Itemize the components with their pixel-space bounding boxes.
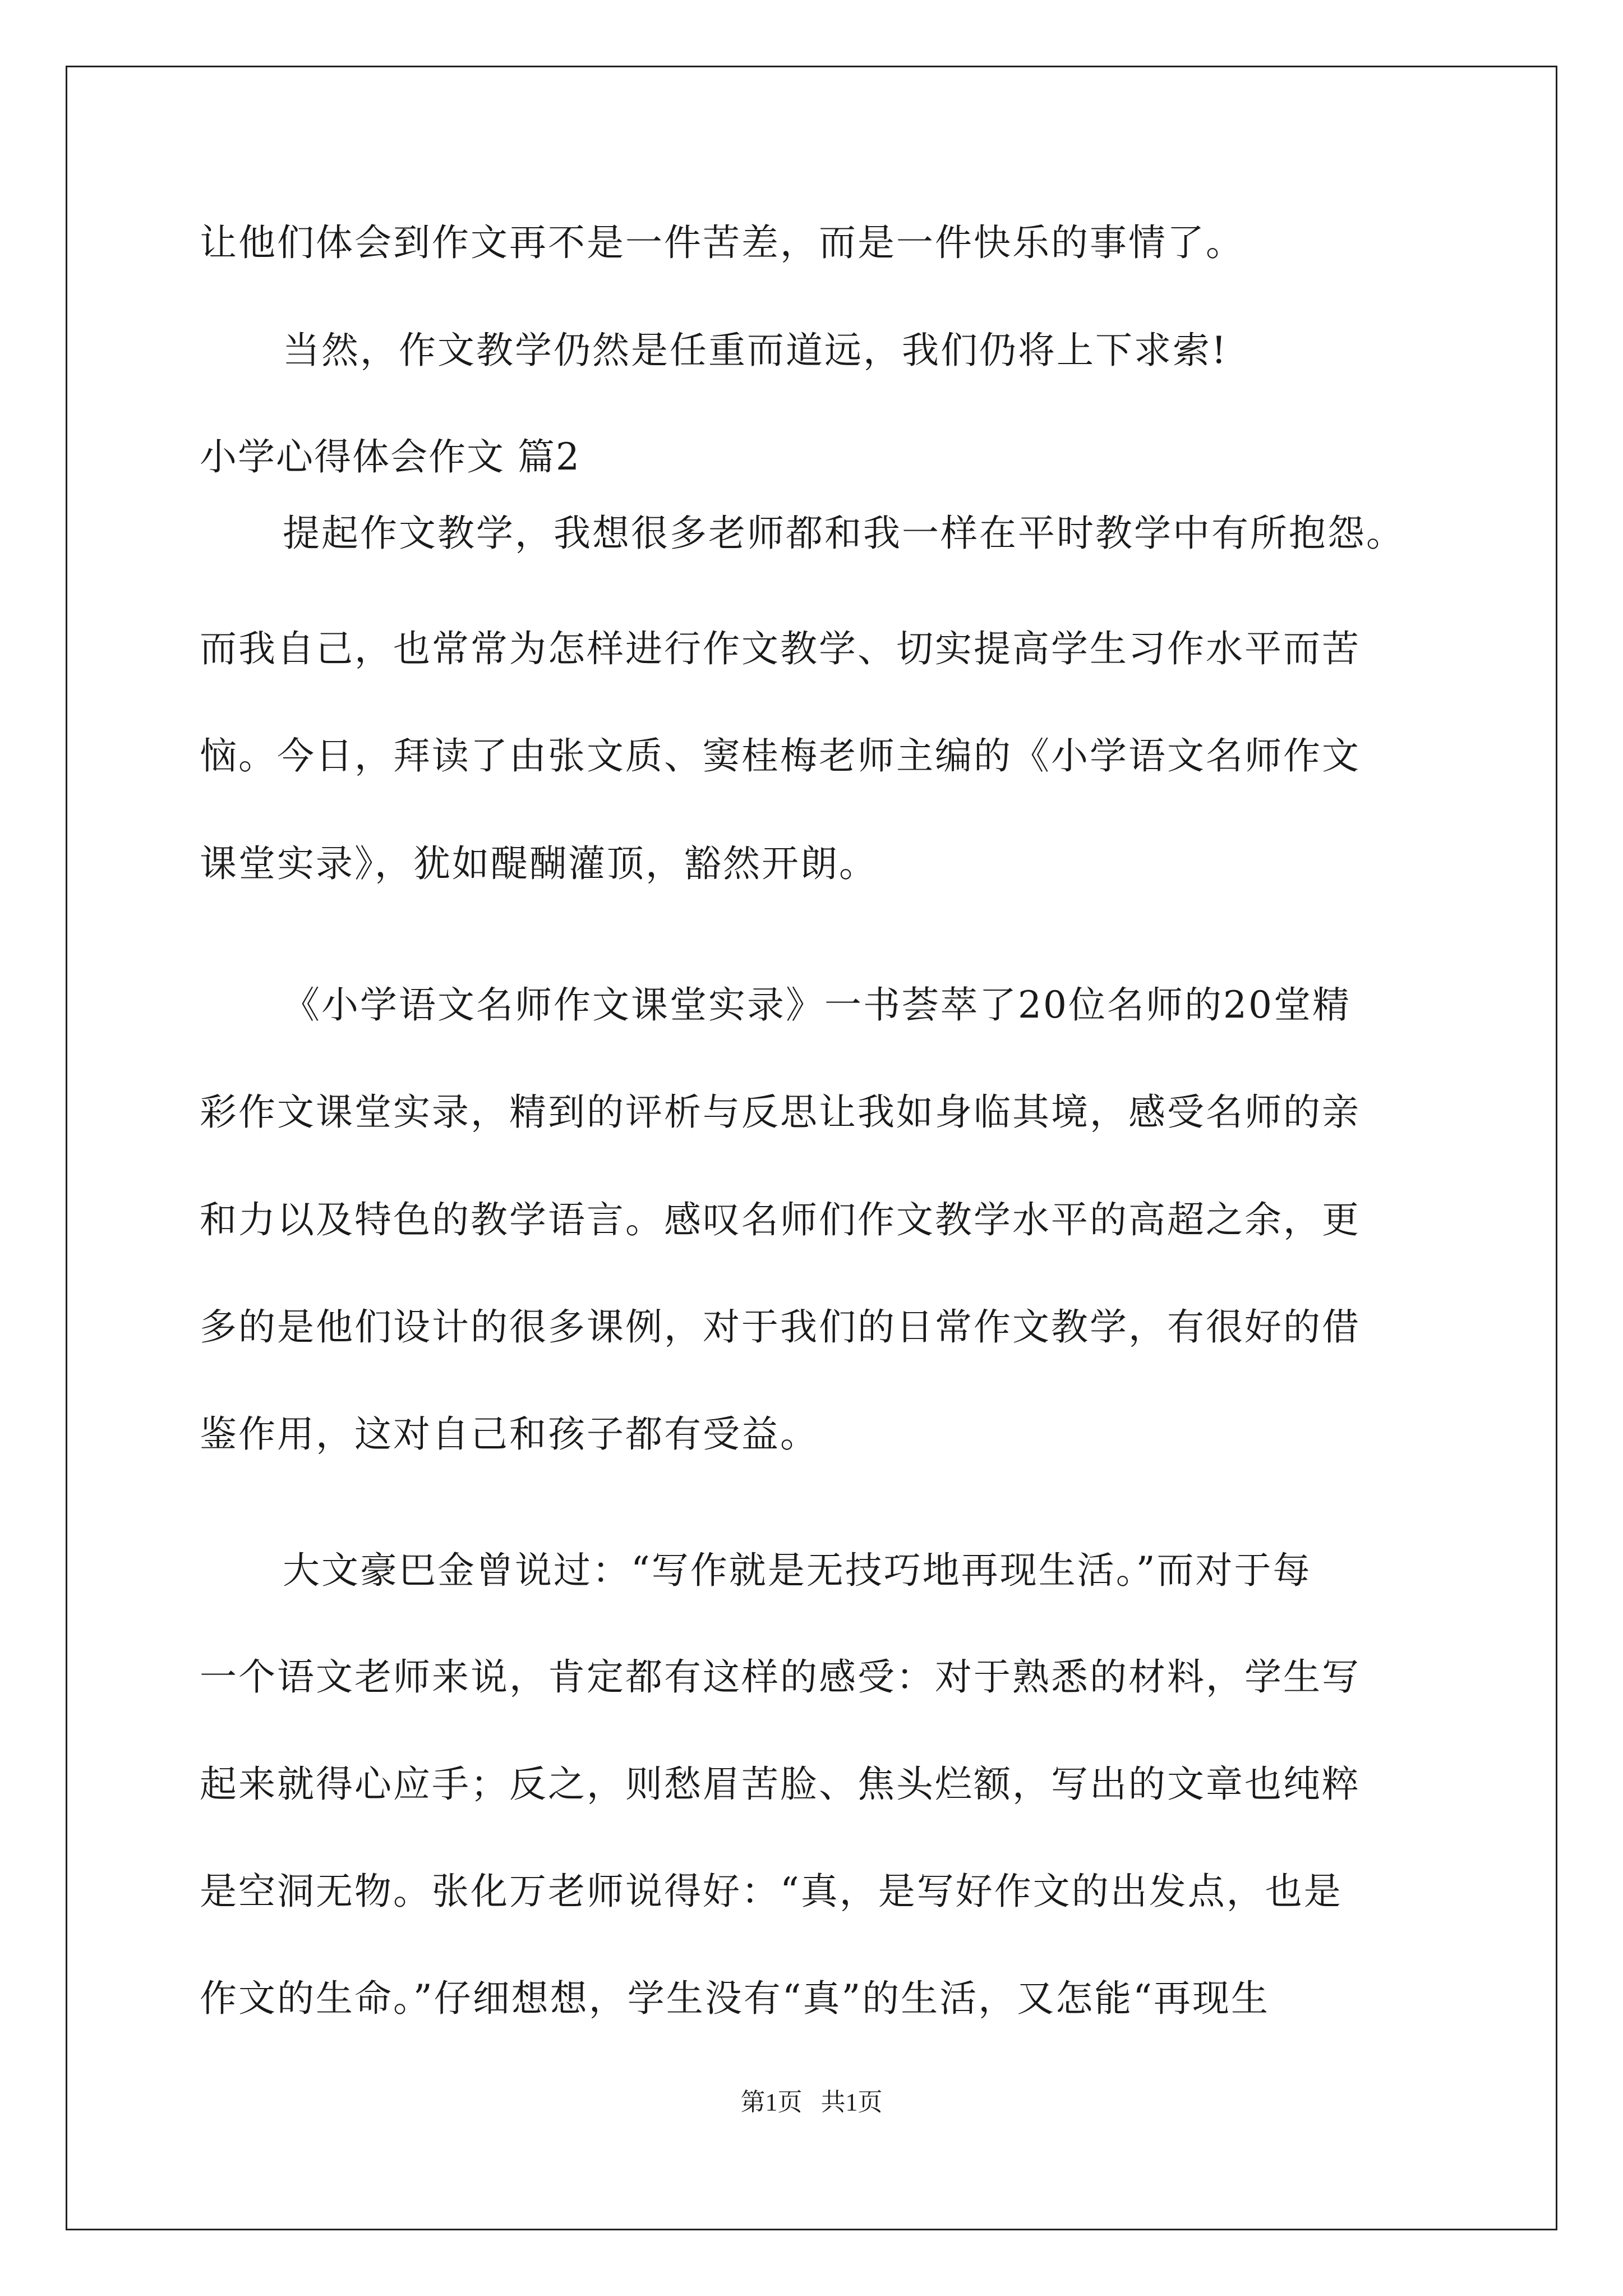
text-line: 起来就得心应手；反之，则愁眉苦脸、焦头烂额，写出的文章也纯粹 — [200, 1763, 1361, 1806]
text-line: 大文豪巴金曾说过：“写作就是无技巧地再现生活。”而对于每 — [283, 1549, 1312, 1592]
text-line: 当然，作文教学仍然是任重而道远，我们仍将上下求索! — [283, 329, 1228, 372]
text-line: 让他们体会到作文再不是一件苦差，而是一件快乐的事情了。 — [200, 221, 1244, 264]
text-line: 课堂实录》，犹如醍醐灌顶，豁然开朗。 — [200, 842, 878, 885]
page-number: 第1页 共1页 — [740, 2088, 883, 2116]
section-heading: 小学心得体会作文 篇2 — [200, 435, 580, 478]
text-line: 鉴作用，这对自己和孩子都有受益。 — [200, 1412, 819, 1456]
text-line: 而我自己，也常常为怎样进行作文教学、切实提高学生习作水平而苦 — [200, 627, 1361, 670]
text-line: 恼。今日，拜读了由张文质、窦桂梅老师主编的《小学语文名师作文 — [200, 734, 1361, 777]
text-line: 和力以及特色的教学语言。感叹名师们作文教学水平的高超之余，更 — [200, 1198, 1361, 1241]
text-line: 彩作文课堂实录，精到的评析与反思让我如身临其境，感受名师的亲 — [200, 1091, 1361, 1134]
text-line: 一个语文老师来说，肯定都有这样的感受：对于熟悉的材料，学生写 — [200, 1655, 1361, 1699]
text-line: 是空洞无物。张化万老师说得好：“真，是写好作文的出发点，也是 — [200, 1870, 1343, 1913]
text-line: 多的是他们设计的很多课例，对于我们的日常作文教学，有很好的借 — [200, 1305, 1361, 1349]
text-line: 作文的生命。”仔细想想，学生没有“真”的生活，又怎能“再现生 — [200, 1977, 1270, 2020]
text-line: 《小学语文名师作文课堂实录》一书荟萃了20位名师的20堂精 — [283, 983, 1351, 1027]
text-line: 提起作文教学，我想很多老师都和我一样在平时教学中有所抱怨。 — [283, 512, 1405, 555]
